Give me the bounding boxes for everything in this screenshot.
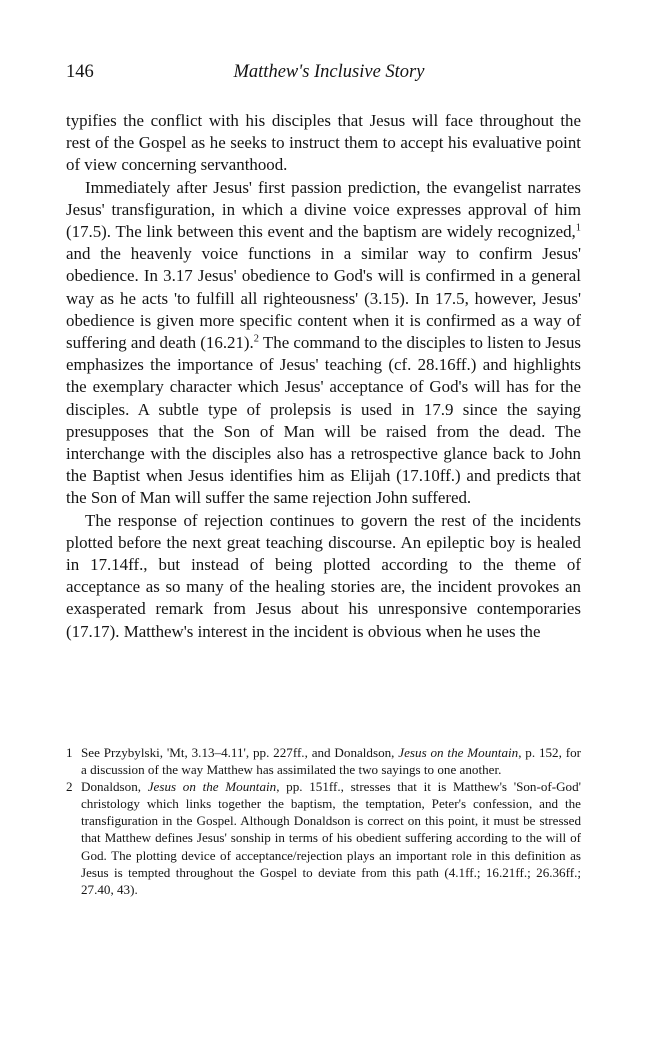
paragraph-1: typifies the conflict with his disciples that Jesus will face throughout the rest of the Gospel as he seeks to instruct them to accept his evaluative point of view concerning servanthood. [66,111,581,175]
footnote-ref-1[interactable]: 1 [575,222,581,234]
footnote-number: 2 [66,779,73,795]
footnote-number: 1 [66,745,73,760]
paragraph-2 [66,177,581,510]
footnote-book-title: Jesus on the Mountain [147,779,277,795]
paragraph-3: The response of rejection continues to govern the rest of the incidents plotted before the next great teaching discourse. An epileptic boy is healed in 17.14ff., but instead of being plotted according to the theme of acceptance as so many of the healing stories are, the incident provokes an exasperated remark from Jesus about his unresponsive contemporaries (17.17). Matthew's interest in the incident is obvious when he uses the [66,510,581,641]
footnotes [66,744,581,898]
page-number: 146 [66,62,94,82]
running-title: Matthew's Inclusive Story [233,62,425,82]
paragraph-2-part-a: Immediately after Jesus' first passion prediction, the evangelist narrates Jesus' transfiguration, in which a divine voice expresses approval of him (17.5). The link between this event and the baptism are widely recognized, [66,177,581,242]
footnote-text: See Przybylski, 'Mt, 3.13–4.11', pp. 227ff., and Donaldson, [81,745,399,760]
paragraph-2-part-b: and the heavenly voice functions in a similar way to confirm Jesus' obedience. In 3.17 Jesus' obedience to God's will is confirmed in a general way as he acts 'to fulfill all righteousness' (3.15). In 17.5, however, Jesus' obedience is given more specific content when it is confirmed as a way of suffering and death (16.21). [66,244,581,353]
running-head [66,62,582,88]
footnote-text: , pp. 151ff., stresses that it is Matthew's 'Son-of-God' christology which links together the baptism, the temptation, Peter's confession, and the transfiguration in the Gospel. Although Donaldson is correct on this point, it must be stressed that Matthew defines Jesus' sonship in terms of his obedient suffering according to the will of God. The plotting device of acceptance/rejection plays an important role in this definition as Jesus is tempted throughout the Gospel to deviate from this path (4.1ff.; 16.21ff.; 26.36ff.; 27.40, 43). [81,779,581,897]
footnote-text: Donaldson, [81,779,148,795]
footnote-book-title: Jesus on the Mountain [398,745,519,760]
footnote-text: , p. 152, for a discussion of the way Matthew has assimilated the two sayings to one another. [81,745,581,778]
footnote-2 [66,778,581,898]
footnote-ref-2[interactable]: 2 [253,333,260,345]
paragraph-2-part-c: The command to the disciples to listen to Jesus emphasizes the importance of Jesus' teaching (cf. 28.16ff.) and highlights the exemplary character which Jesus' acceptance of God's will has for the disciples. A subtle type of prolepsis is used in 17.9 since the saying presupposes that the Son of Man will be raised from the dead. The interchange with the disciples also has a retrospective glance back to John the Baptist when Jesus identifies him as Elijah (17.10ff.) and predicts that the Son of Man will suffer the same rejection John suffered. [66,333,581,508]
footnote-1 [66,744,581,778]
body-text [66,110,581,643]
